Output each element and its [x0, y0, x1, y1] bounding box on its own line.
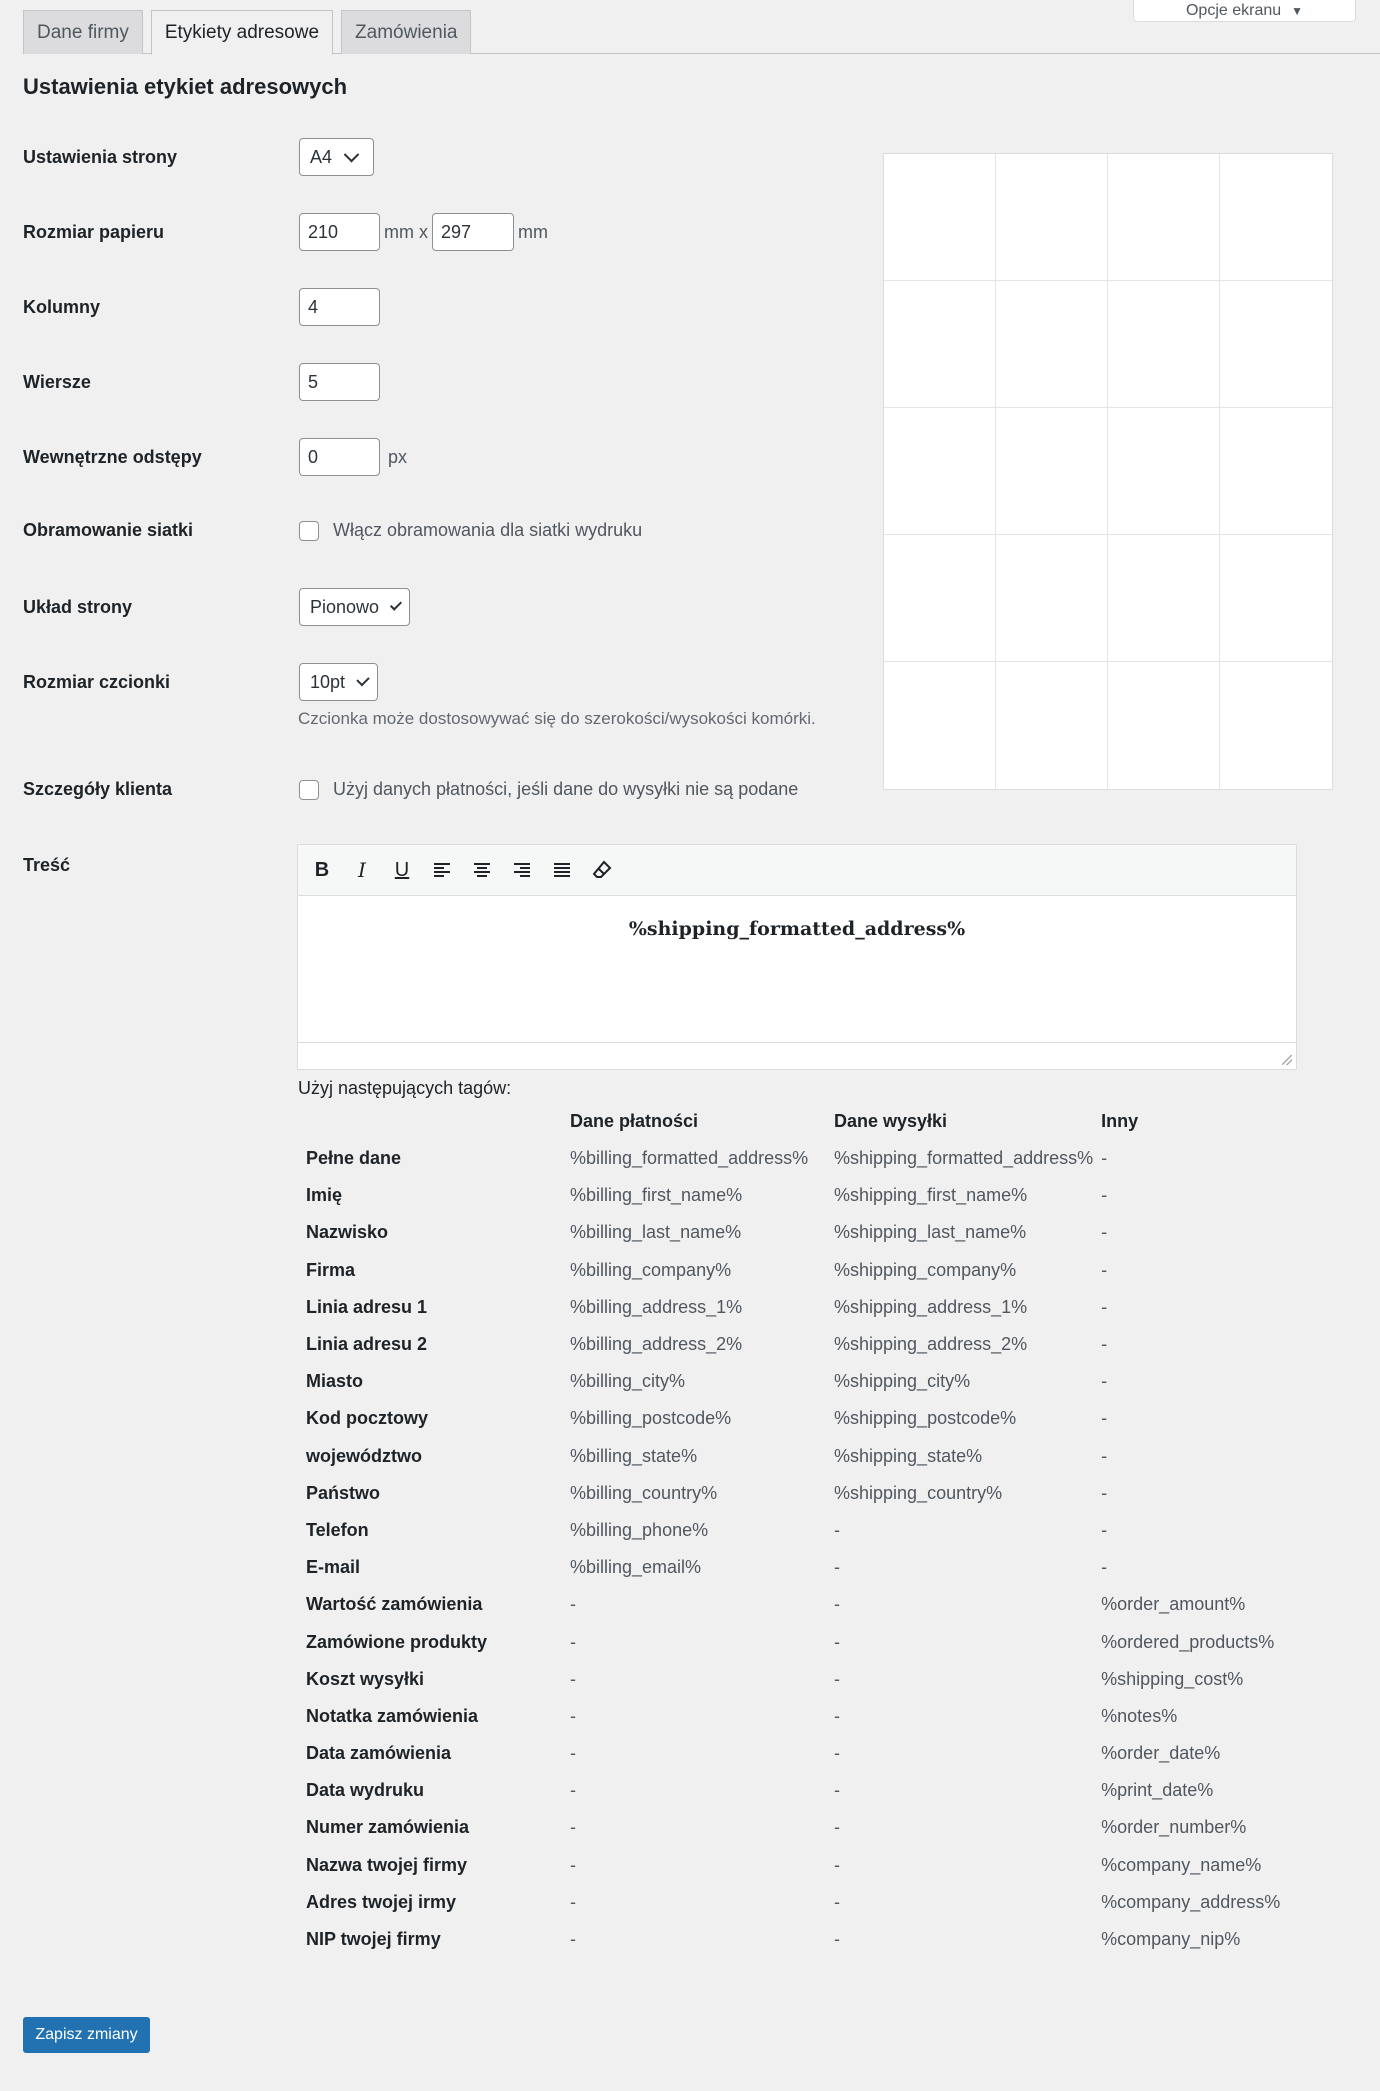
tags-header-empty [298, 1103, 562, 1140]
tag-shipping: %shipping_city% [834, 1371, 971, 1392]
tag-other: %print_date% [1101, 1780, 1214, 1801]
tag-row-label: województwo [306, 1445, 422, 1466]
save-button[interactable]: Zapisz zmiany [23, 2017, 150, 2053]
tag-billing: %billing_address_1% [570, 1296, 743, 1317]
table-row [298, 1326, 1280, 1363]
table-row [298, 1884, 1280, 1921]
tags-header-row [298, 1103, 1280, 1140]
table-row [298, 1438, 1280, 1475]
tag-other: - [1101, 1296, 1108, 1317]
align-right-icon[interactable] [510, 858, 534, 882]
tags-header-shipping: Dane wysyłki [834, 1111, 948, 1131]
tag-other: - [1101, 1222, 1108, 1243]
row-paper-size [23, 213, 548, 251]
tag-row-label: Zamówione produkty [306, 1631, 488, 1652]
table-row [298, 1847, 1280, 1884]
preview-cell [884, 281, 996, 408]
tags-table [298, 1103, 1280, 1958]
align-left-icon[interactable] [430, 858, 454, 882]
tag-billing: - [570, 1668, 576, 1689]
grid-border-label: Obramowanie siatki [23, 520, 194, 540]
padding-field [299, 438, 407, 476]
tag-other: - [1101, 1408, 1108, 1429]
tags-header-other: Inny [1101, 1111, 1139, 1131]
tag-row-label: Nazwisko [306, 1222, 389, 1243]
preview-cell [1220, 281, 1332, 408]
tag-row-label: Firma [306, 1259, 356, 1280]
row-padding [23, 438, 407, 476]
tag-billing: %billing_formatted_address% [570, 1148, 809, 1169]
paper-height-input[interactable]: 297 [432, 213, 514, 251]
tag-shipping: - [834, 1668, 840, 1689]
tags-intro: Użyj następujących tagów: [298, 1078, 512, 1098]
tags-header-billing: Dane płatności [570, 1111, 699, 1131]
row-columns [23, 288, 380, 326]
editor-text: %shipping_formatted_address% [628, 918, 966, 940]
tag-shipping: - [834, 1743, 840, 1764]
page-settings-label: Ustawienia strony [23, 146, 178, 167]
tag-billing: - [570, 1929, 576, 1950]
preview-cell [1108, 662, 1220, 789]
grid-border-checkbox-label[interactable]: Włącz obramowania dla siatki wydruku [333, 520, 643, 540]
tag-row-label: Wartość zamówienia [306, 1594, 483, 1615]
row-grid-border [23, 520, 642, 541]
tag-row-label: Data zamówienia [306, 1743, 452, 1764]
tag-shipping: %shipping_country% [834, 1482, 1003, 1503]
tag-other: - [1101, 1334, 1108, 1355]
tag-other: - [1101, 1557, 1108, 1578]
row-content [23, 855, 299, 876]
font-size-select[interactable] [299, 663, 378, 701]
content-editor [297, 844, 1297, 1070]
tab-orders[interactable]: Zamówienia [341, 10, 471, 54]
tag-shipping: - [834, 1557, 840, 1578]
tag-row-label: Telefon [306, 1519, 369, 1540]
tag-billing: - [570, 1891, 576, 1912]
tag-shipping: %shipping_formatted_address% [834, 1148, 1094, 1169]
preview-cell [1108, 535, 1220, 662]
font-size-label: Rozmiar czcionki [23, 671, 171, 692]
table-row [298, 1214, 1280, 1251]
preview-cell [884, 535, 996, 662]
preview-cell [996, 662, 1108, 789]
section-title: Ustawienia etykiet adresowych [23, 74, 348, 99]
font-size-description: Czcionka może dostosowywać się do szerokości/wysokości komórki. [298, 709, 816, 728]
orientation-select[interactable] [299, 588, 410, 626]
tag-billing: %billing_first_name% [570, 1185, 743, 1206]
tag-row-label: Numer zamówienia [306, 1817, 470, 1838]
row-rows [23, 363, 380, 401]
row-customer-details [23, 779, 798, 800]
table-row [298, 1512, 1280, 1549]
content-label: Treść [23, 855, 71, 875]
orientation-value: Pionowo [310, 596, 380, 617]
tag-shipping: %shipping_address_2% [834, 1334, 1028, 1355]
customer-details-field [299, 779, 798, 800]
tag-other: %company_nip% [1101, 1929, 1241, 1950]
tag-shipping: %shipping_first_name% [834, 1185, 1028, 1206]
paper-size-label: Rozmiar papieru [23, 221, 165, 242]
chevron-down-icon [344, 146, 360, 162]
table-row [298, 1809, 1280, 1846]
tag-other: %shipping_cost% [1101, 1668, 1244, 1689]
tag-billing: %billing_phone% [570, 1519, 709, 1540]
tag-row-label: Imię [306, 1185, 343, 1206]
table-row [298, 1772, 1280, 1809]
page-settings-select[interactable] [299, 138, 374, 176]
caret-down-icon: ▼ [1291, 3, 1304, 18]
table-row [298, 1475, 1280, 1512]
tag-shipping: - [834, 1854, 840, 1875]
tag-row-label: Linia adresu 2 [306, 1334, 428, 1355]
chevron-down-icon [356, 672, 369, 685]
screen-options-label: Opcje ekranu [1185, 1, 1282, 19]
table-row [298, 1586, 1280, 1623]
tag-other: - [1101, 1148, 1108, 1169]
label-grid-preview [883, 153, 1333, 790]
tag-billing: - [570, 1817, 576, 1838]
tag-billing: %billing_email% [570, 1557, 702, 1578]
tag-shipping: %shipping_company% [834, 1259, 1017, 1280]
tab-address-labels[interactable]: Etykiety adresowe [151, 10, 333, 55]
columns-label: Kolumny [23, 296, 101, 317]
tag-other: %order_amount% [1101, 1594, 1246, 1615]
editor-toolbar [298, 845, 1296, 896]
clear-formatting-icon[interactable] [590, 858, 614, 882]
preview-cell [1108, 281, 1220, 408]
tag-billing: - [570, 1594, 576, 1615]
tag-shipping: - [834, 1780, 840, 1801]
row-font-size [23, 663, 378, 701]
preview-cell [996, 281, 1108, 408]
tag-row-label: Pełne dane [306, 1148, 402, 1169]
table-row [298, 1735, 1280, 1772]
preview-cell [884, 154, 996, 281]
editor-statusbar [298, 1042, 1296, 1069]
paper-size-unit: mm [518, 221, 548, 242]
tag-billing: %billing_country% [570, 1482, 718, 1503]
table-row [298, 1661, 1280, 1698]
rows-input[interactable]: 5 [299, 363, 380, 401]
tag-row-label: Linia adresu 1 [306, 1296, 428, 1317]
tag-billing: - [570, 1780, 576, 1801]
paper-size-separator: mm x [384, 221, 428, 242]
preview-cell [1220, 535, 1332, 662]
tag-billing: - [570, 1705, 576, 1726]
tag-billing: %billing_company% [570, 1259, 732, 1280]
tag-billing: %billing_city% [570, 1371, 686, 1392]
tag-row-label: Kod pocztowy [306, 1408, 428, 1429]
table-row [298, 1623, 1280, 1660]
table-row [298, 1363, 1280, 1400]
tag-other: %company_address% [1101, 1891, 1281, 1912]
align-justify-icon[interactable] [550, 858, 574, 882]
tag-billing: %billing_last_name% [570, 1222, 742, 1243]
preview-cell [884, 662, 996, 789]
row-page-settings [23, 138, 374, 176]
table-row [298, 1252, 1280, 1289]
tag-other: - [1101, 1519, 1108, 1540]
table-row [298, 1549, 1280, 1586]
tag-shipping: - [834, 1705, 840, 1726]
customer-details-label: Szczegóły klienta [23, 779, 173, 799]
tag-billing: - [570, 1743, 576, 1764]
grid-border-field [299, 520, 642, 541]
columns-input[interactable]: 4 [299, 288, 380, 326]
tag-other: - [1101, 1185, 1108, 1206]
italic-icon[interactable]: I [358, 858, 366, 882]
table-row [298, 1289, 1280, 1326]
grid-border-checkbox[interactable] [299, 521, 319, 541]
preview-cell [1220, 408, 1332, 535]
tag-other: %order_date% [1101, 1743, 1221, 1764]
row-orientation [23, 588, 410, 626]
tag-shipping: %shipping_state% [834, 1445, 983, 1466]
tags-body [298, 1140, 1280, 1958]
tag-shipping: %shipping_last_name% [834, 1222, 1027, 1243]
tag-other: - [1101, 1259, 1108, 1280]
bold-icon[interactable]: B [314, 858, 330, 881]
preview-cell [1108, 408, 1220, 535]
tag-shipping: %shipping_address_1% [834, 1296, 1028, 1317]
table-row [298, 1698, 1280, 1735]
customer-details-checkbox-label[interactable]: Użyj danych płatności, jeśli dane do wysyłki nie są podane [333, 779, 799, 799]
preview-cell [996, 154, 1108, 281]
preview-cell [884, 408, 996, 535]
table-row [298, 1140, 1280, 1177]
padding-input[interactable]: 0 [299, 438, 380, 476]
tag-other: - [1101, 1482, 1108, 1503]
padding-unit: px [388, 446, 408, 467]
tag-shipping: - [834, 1891, 840, 1912]
tag-row-label: Notatka zamówienia [306, 1705, 479, 1726]
font-size-value: 10pt [310, 671, 346, 692]
tag-row-label: Miasto [306, 1371, 364, 1392]
align-center-icon[interactable] [470, 858, 494, 882]
tag-shipping: - [834, 1519, 840, 1540]
orientation-label: Układ strony [23, 596, 133, 617]
preview-cell [996, 408, 1108, 535]
tag-shipping: - [834, 1929, 840, 1950]
tag-row-label: NIP twojej firmy [306, 1929, 441, 1950]
tag-row-label: Nazwa twojej firmy [306, 1854, 468, 1875]
padding-label: Wewnętrzne odstępy [23, 446, 202, 467]
preview-cell [1108, 154, 1220, 281]
tag-row-label: Państwo [306, 1482, 381, 1503]
chevron-down-icon [390, 598, 402, 610]
customer-details-checkbox[interactable] [299, 780, 319, 800]
tag-billing: - [570, 1631, 576, 1652]
tag-other: - [1101, 1371, 1108, 1392]
tag-other: %ordered_products% [1101, 1631, 1275, 1652]
paper-size-field [299, 213, 548, 251]
tag-shipping: - [834, 1594, 840, 1615]
tag-row-label: Koszt wysyłki [306, 1668, 425, 1689]
tab-bar [23, 10, 1380, 54]
underline-icon[interactable]: U [394, 858, 410, 881]
tag-billing: %billing_address_2% [570, 1334, 743, 1355]
resize-grip-icon[interactable] [1282, 1055, 1292, 1065]
tag-billing: - [570, 1854, 576, 1875]
tag-other: %company_name% [1101, 1854, 1262, 1875]
tag-shipping: %shipping_postcode% [834, 1408, 1017, 1429]
editor-content-area[interactable] [298, 896, 1296, 1042]
paper-width-input[interactable]: 210 [299, 213, 380, 251]
tag-row-label: Adres twojej irmy [306, 1891, 457, 1912]
preview-cell [996, 535, 1108, 662]
tab-company-data[interactable]: Dane firmy [23, 10, 143, 54]
tag-other: %order_number% [1101, 1817, 1247, 1838]
table-row [298, 1921, 1280, 1958]
tag-other: - [1101, 1445, 1108, 1466]
table-row [298, 1400, 1280, 1437]
page-settings-value: A4 [310, 146, 333, 167]
table-row [298, 1177, 1280, 1214]
tag-shipping: - [834, 1817, 840, 1838]
tag-billing: %billing_state% [570, 1445, 698, 1466]
tag-other: %notes% [1101, 1705, 1178, 1726]
tag-row-label: E-mail [306, 1557, 361, 1578]
tag-row-label: Data wydruku [306, 1780, 425, 1801]
rows-label: Wiersze [23, 371, 91, 392]
preview-cell [1220, 154, 1332, 281]
tag-shipping: - [834, 1631, 840, 1652]
preview-cell [1220, 662, 1332, 789]
tag-billing: %billing_postcode% [570, 1408, 732, 1429]
